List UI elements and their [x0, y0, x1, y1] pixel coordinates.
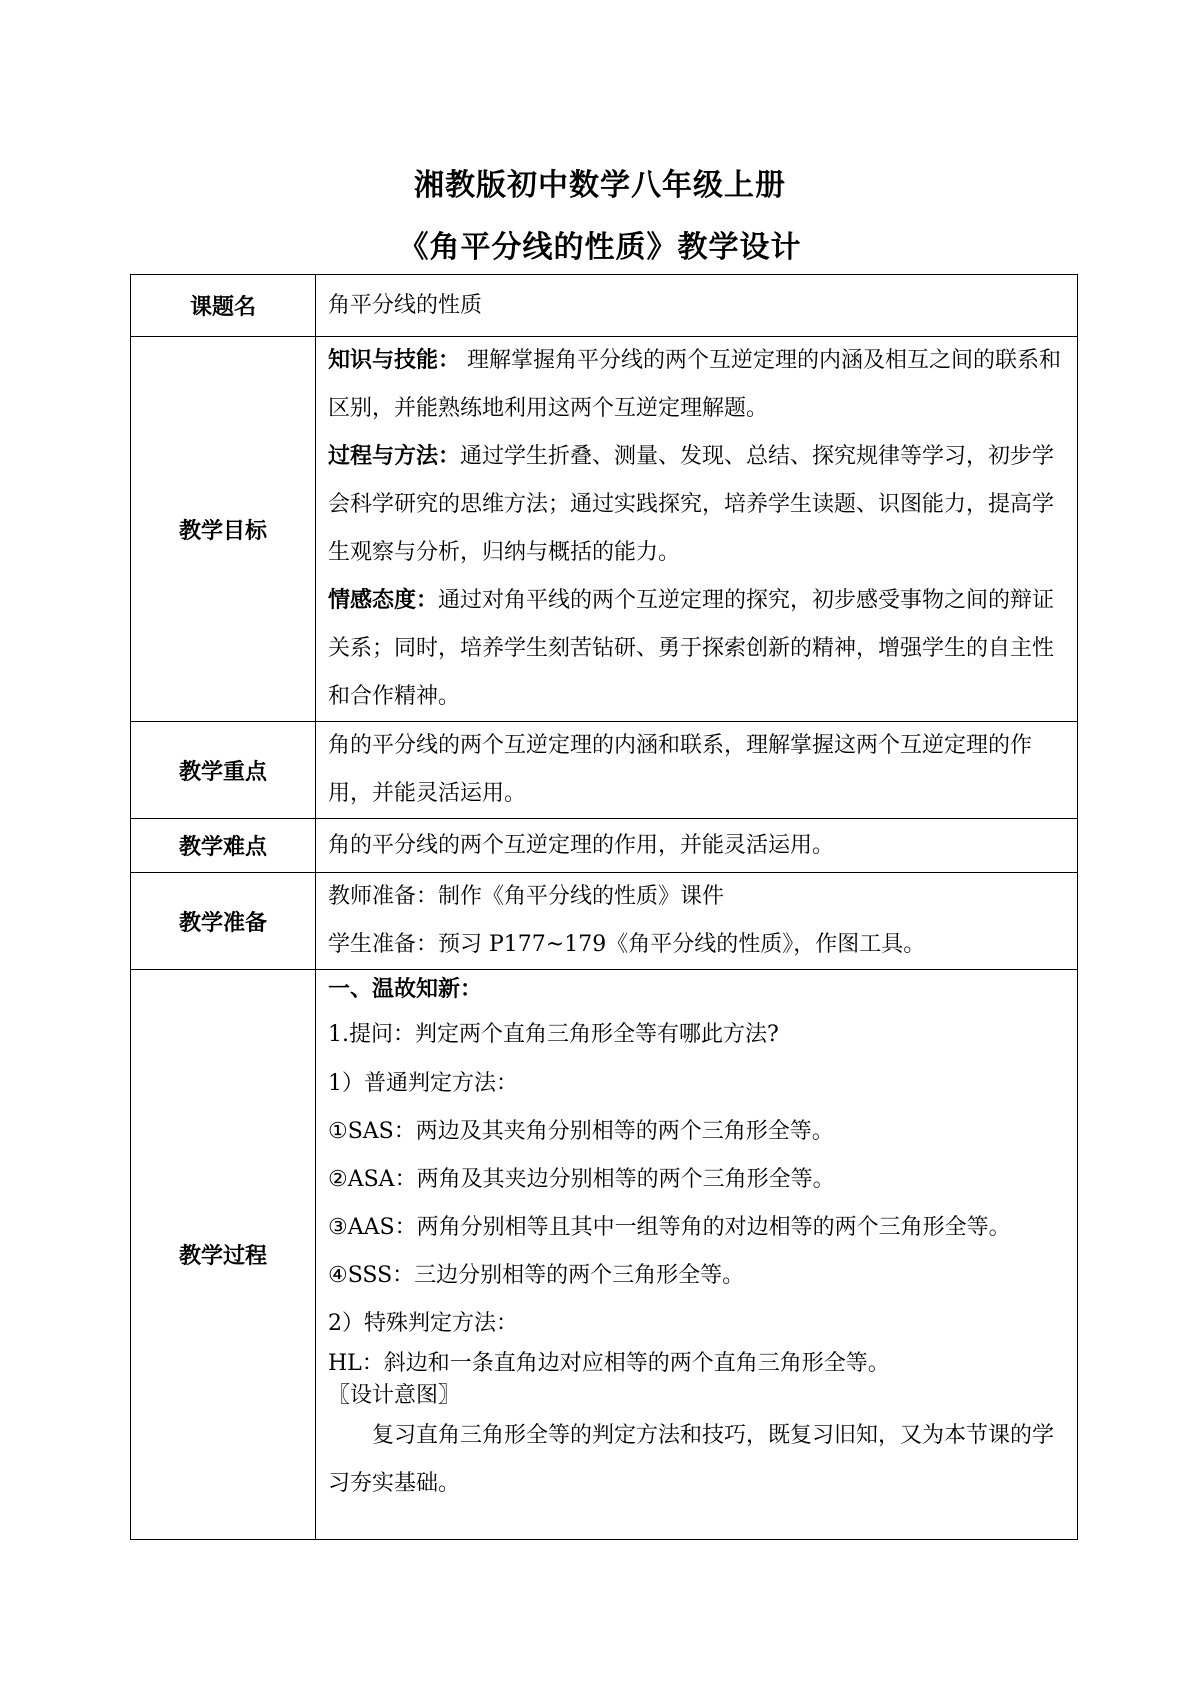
document-title: 湘教版初中数学八年级上册 [414, 168, 786, 203]
row-label-process: 教学过程 [131, 970, 316, 1540]
process-question: 1.提问：判定两个直角三角形全等有哪此方法? [328, 1022, 779, 1047]
process-section-head: 一、温故知新： [328, 977, 483, 1002]
objective-emotion-head: 情感态度： [328, 588, 439, 613]
table-row [131, 873, 1078, 970]
process-hl: HL：斜边和一条直角边对应相等的两个直角三角形全等。 [328, 1351, 890, 1376]
process-special-head: 2）特殊判定方法： [328, 1311, 518, 1336]
process-aas: ③AAS：两角分别相等且其中一组等角的对边相等的两个三角形全等。 [328, 1215, 1011, 1240]
objective-knowledge-head: 知识与技能： [328, 348, 461, 373]
process-general-head: 1）普通判定方法： [328, 1071, 518, 1096]
preparation-content [316, 873, 1078, 970]
preparation-student: 学生准备：预习 P177~179《角平分线的性质》，作图工具。 [328, 932, 926, 957]
process-sss: ④SSS：三边分别相等的两个三角形全等。 [328, 1263, 745, 1288]
objective-knowledge [328, 337, 1067, 433]
table-row [131, 970, 1078, 1540]
key-points-text: 角的平分线的两个互逆定理的内涵和联系，理解掌握这两个互逆定理的作用，并能灵活运用。 [328, 733, 1033, 806]
document-subtitle: 《角平分线的性质》教学设计 [398, 230, 802, 265]
process-design-head: 〖设计意图〗 [328, 1383, 461, 1408]
process-design-text: 复习直角三角形全等的判定方法和技巧，既复习旧知，又为本节课的学习夯实基础。 [328, 1423, 1055, 1496]
process-sas: ①SAS：两边及其夹角分别相等的两个三角形全等。 [328, 1119, 834, 1144]
objective-process [328, 433, 1067, 577]
row-label-preparation: 教学准备 [131, 873, 316, 970]
table-row [131, 819, 1078, 873]
lesson-plan-table [130, 274, 1078, 1540]
difficulties-content [316, 819, 1078, 873]
key-points-content [316, 722, 1078, 819]
table-row [131, 722, 1078, 819]
row-label-difficulties: 教学难点 [131, 819, 316, 873]
table-row [131, 337, 1078, 722]
topic-value [316, 275, 1078, 337]
objective-knowledge-text: 理解掌握角平分线的两个互逆定理的内涵及相互之间的联系和区别，并能熟练地利用这两个互逆定理解题。 [328, 348, 1062, 421]
difficulties-text: 角的平分线的两个互逆定理的作用，并能灵活运用。 [328, 832, 835, 858]
row-label-topic: 课题名 [131, 275, 316, 337]
objective-emotion [328, 577, 1067, 721]
objective-process-head: 过程与方法： [328, 444, 461, 469]
process-content [316, 970, 1078, 1540]
objectives-content [316, 337, 1078, 722]
row-label-key-points: 教学重点 [131, 722, 316, 819]
topic-text: 角平分线的性质 [328, 292, 483, 318]
preparation-teacher: 教师准备：制作《角平分线的性质》课件 [328, 884, 725, 909]
row-label-objectives: 教学目标 [131, 337, 316, 722]
table-row [131, 275, 1078, 337]
objective-emotion-text: 通过对角平线的两个互逆定理的探究，初步感受事物之间的辩证关系；同时，培养学生刻苦钻研、勇于探索创新的精神，增强学生的自主性和合作精神。 [328, 588, 1055, 709]
objective-process-text: 通过学生折叠、测量、发现、总结、探究规律等学习，初步学会科学研究的思维方法；通过实践探究，培养学生读题、识图能力，提高学生观察与分析，归纳与概括的能力。 [328, 444, 1055, 565]
process-asa: ②ASA：两角及其夹边分别相等的两个三角形全等。 [328, 1167, 835, 1192]
